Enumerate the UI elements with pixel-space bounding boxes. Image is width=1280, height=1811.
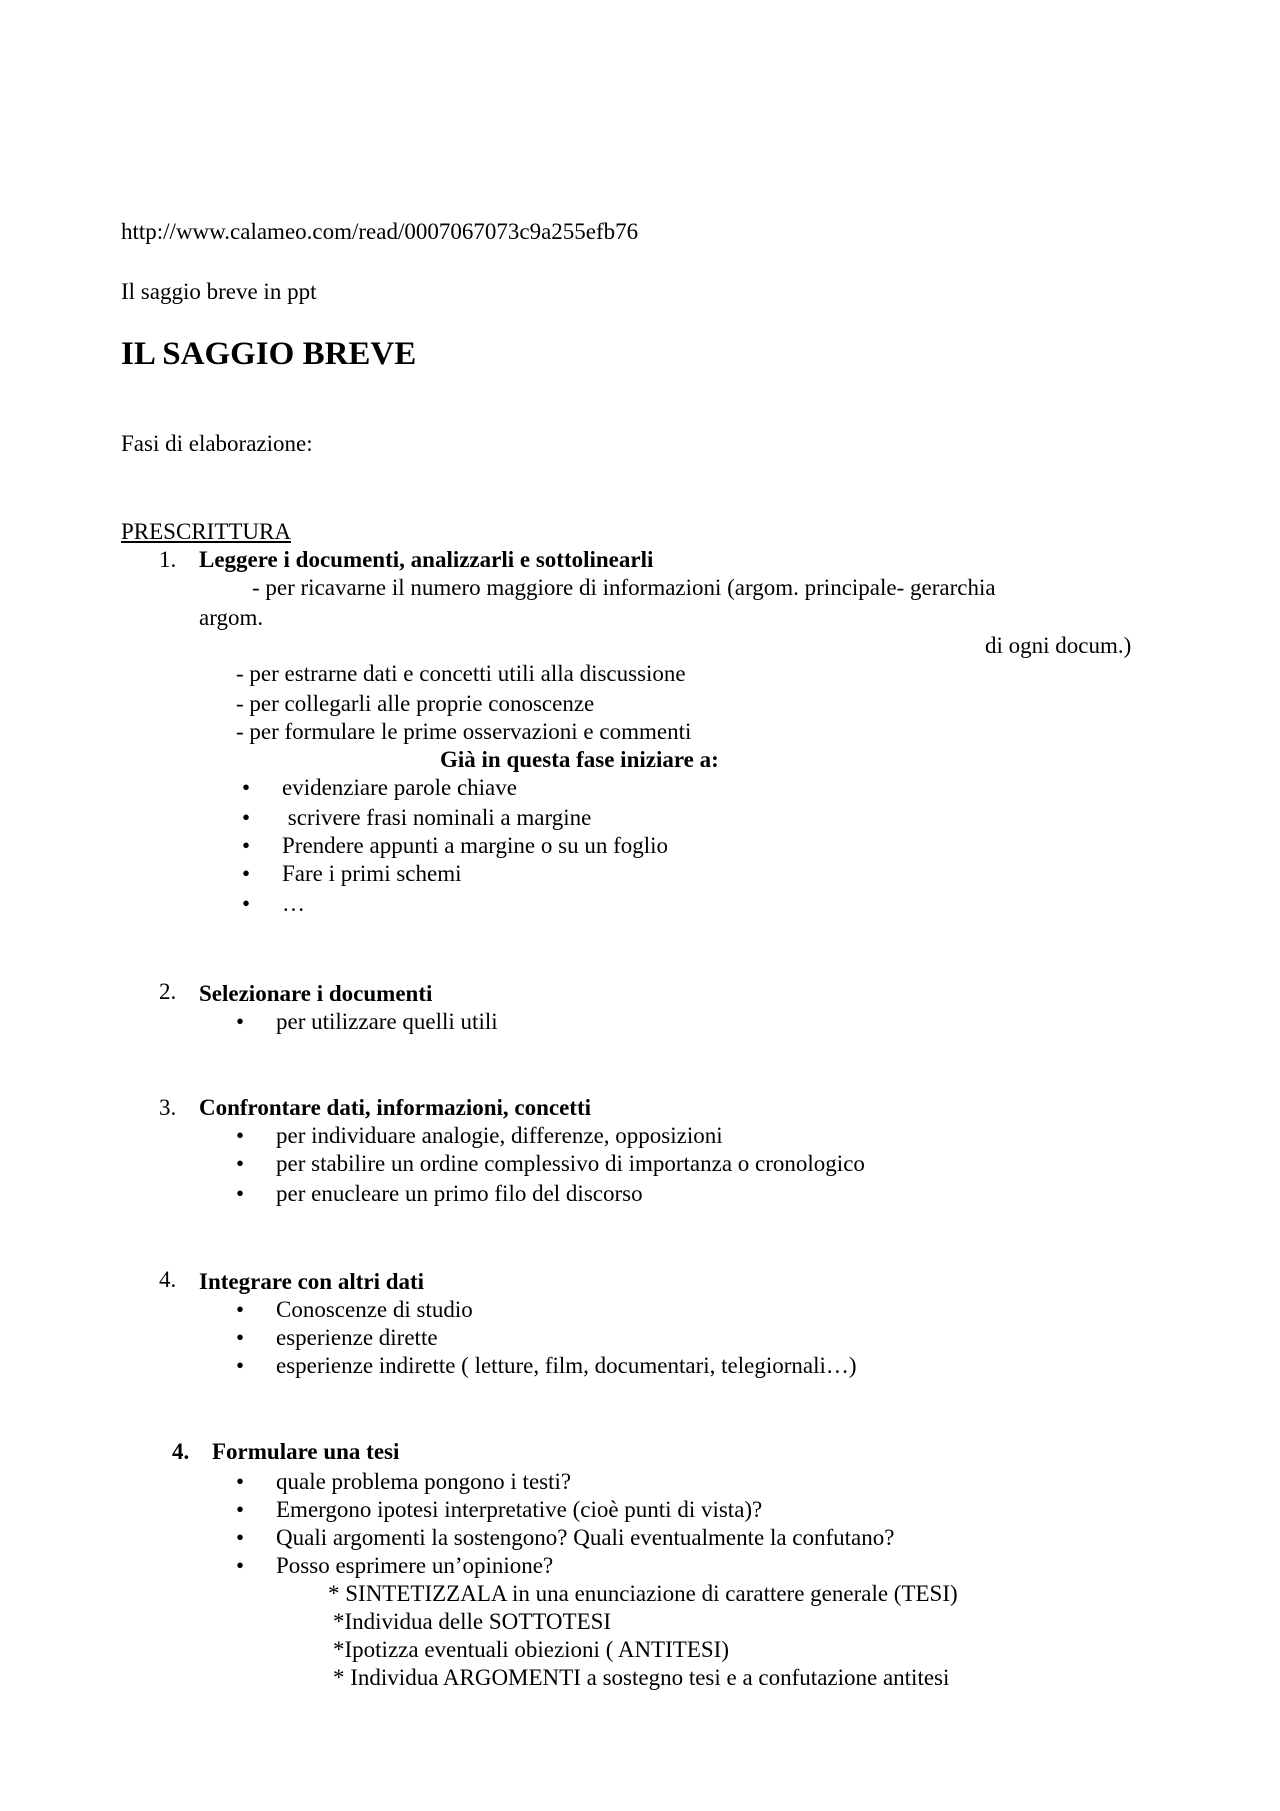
bullet-icon: • (236, 1325, 245, 1350)
list-item: Prendere appunti a margine o su un foglio (282, 833, 669, 858)
bullet-icon: • (242, 805, 251, 830)
list-item: esperienze dirette (276, 1325, 438, 1350)
step-text: di ogni docum.) (985, 633, 1132, 658)
sub-item: * SINTETIZZALA in una enunciazione di carattere generale (TESI) (328, 1581, 958, 1606)
step-text: - per collegarli alle proprie conoscenze (236, 691, 595, 716)
bullet-icon: • (236, 1181, 245, 1206)
list-item: Emergono ipotesi interpretative (cioè punti di vista)? (276, 1497, 763, 1522)
list-item: per individuare analogie, differenze, opposizioni (276, 1123, 723, 1148)
list-item: quale problema pongono i testi? (276, 1469, 572, 1494)
source-link[interactable]: http://www.calameo.com/read/0007067073c9a255efb76 (121, 219, 639, 244)
list-item: … (282, 891, 305, 916)
list-item: per utilizzare quelli utili (276, 1009, 498, 1034)
intro-text: Fasi di elaborazione: (121, 431, 313, 456)
bullet-icon: • (236, 1297, 245, 1322)
bullet-icon: • (236, 1497, 245, 1522)
step-text: - per estrarne dati e concetti utili alla discussione (236, 661, 686, 686)
step-heading: Leggere i documenti, analizzarli e sottolinearli (199, 547, 654, 572)
step-number: 3. (159, 1095, 177, 1120)
step-heading: Integrare con altri dati (199, 1269, 425, 1294)
sub-item: *Individua delle SOTTOTESI (333, 1609, 612, 1634)
step-number: 1. (159, 547, 177, 572)
page-title: IL SAGGIO BREVE (121, 336, 417, 372)
list-item: evidenziare parole chiave (282, 775, 517, 800)
bullet-icon: • (236, 1123, 245, 1148)
bullet-icon: • (242, 891, 251, 916)
bullet-icon: • (236, 1553, 245, 1578)
step-subheading: Già in questa fase iniziare a: (440, 747, 719, 772)
step-text: argom. (199, 605, 264, 630)
step-heading: Confrontare dati, informazioni, concetti (199, 1095, 592, 1120)
bullet-icon: • (236, 1009, 245, 1034)
bullet-icon: • (242, 833, 251, 858)
bullet-icon: • (242, 775, 251, 800)
step-heading: Formulare una tesi (212, 1439, 400, 1464)
sub-item: * Individua ARGOMENTI a sostegno tesi e a confutazione antitesi (333, 1665, 950, 1690)
step-text: - per formulare le prime osservazioni e commenti (236, 719, 692, 744)
section-heading: PRESCRITTURA (121, 519, 291, 544)
list-item: scrivere frasi nominali a margine (282, 805, 592, 830)
bullet-icon: • (236, 1151, 245, 1176)
step-number: 2. (159, 979, 177, 1004)
sub-item: *Ipotizza eventuali obiezioni ( ANTITESI) (333, 1637, 729, 1662)
step-heading: Selezionare i documenti (199, 981, 433, 1006)
subtitle: Il saggio breve in ppt (121, 279, 317, 304)
step-text: - per ricavarne il numero maggiore di informazioni (argom. principale- gerarchia (252, 575, 996, 600)
step-number: 4. (172, 1439, 190, 1464)
list-item: Conoscenze di studio (276, 1297, 473, 1322)
bullet-icon: • (236, 1469, 245, 1494)
list-item: Fare i primi schemi (282, 861, 462, 886)
list-item: Posso esprimere un’opinione? (276, 1553, 554, 1578)
bullet-icon: • (236, 1353, 245, 1378)
list-item: Quali argomenti la sostengono? Quali eventualmente la confutano? (276, 1525, 895, 1550)
step-number: 4. (159, 1267, 177, 1292)
list-item: esperienze indirette ( letture, film, documentari, telegiornali…) (276, 1353, 857, 1378)
bullet-icon: • (242, 861, 251, 886)
list-item: per enucleare un primo filo del discorso (276, 1181, 643, 1206)
list-item: per stabilire un ordine complessivo di importanza o cronologico (276, 1151, 865, 1176)
bullet-icon: • (236, 1525, 245, 1550)
